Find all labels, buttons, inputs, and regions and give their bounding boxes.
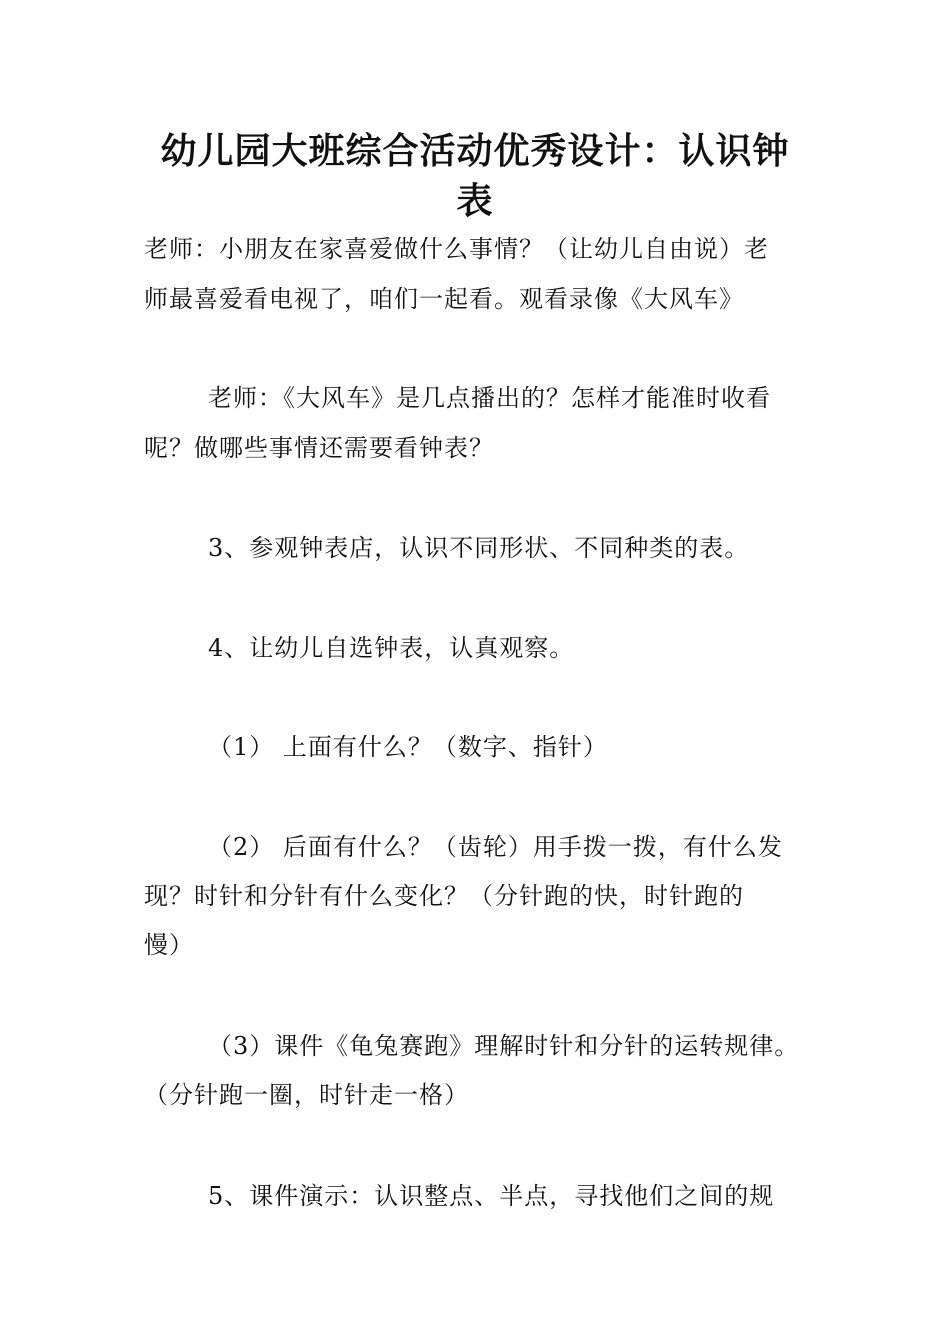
- document-title-line-1: 幼儿园大班综合活动优秀设计：认识钟: [160, 131, 790, 172]
- text-line: 4、让幼儿自选钟表，认真观察。: [208, 634, 575, 662]
- document-title-line-2: 表: [456, 181, 494, 222]
- text-line: （2） 后面有什么？（齿轮）用手拨一拨，有什么发: [208, 833, 783, 861]
- text-line: （3）课件《龟兔赛跑》理解时针和分针的运转规律。: [208, 1032, 800, 1060]
- text-line: 师最喜爱看电视了，咱们一起看。观看录像《大风车》: [144, 285, 744, 313]
- text-line: 老师：《大风车》是几点播出的？怎样才能准时收看: [208, 384, 771, 412]
- text-line: 呢？做哪些事情还需要看钟表？: [144, 434, 494, 462]
- text-line: （分针跑一圈，时针走一格）: [144, 1081, 469, 1109]
- text-line: （1） 上面有什么？（数字、指针）: [208, 733, 608, 761]
- text-line: 慢）: [144, 931, 194, 959]
- text-line: 老师：小朋友在家喜爱做什么事情？（让幼儿自由说）老: [144, 235, 769, 263]
- text-line: 3、参观钟表店，认识不同形状、不同种类的表。: [208, 534, 750, 562]
- text-line: 5、课件演示：认识整点、半点，寻找他们之间的规: [208, 1182, 775, 1210]
- text-line: 现？时针和分针有什么变化？（分针跑的快，时针跑的: [144, 882, 744, 910]
